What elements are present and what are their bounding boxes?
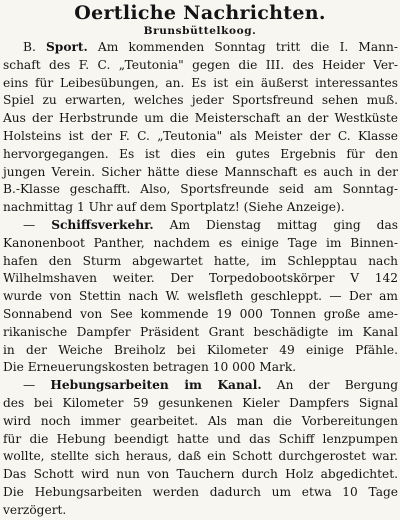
article-line [3,235,398,253]
line-text: B.-Klasse geschafft. Also, Sportsfreunde seid am Sonntag- [3,182,398,197]
line-text: An der Bergung [261,378,398,393]
line-text: hafen den Sturm abgewartet hatte, im Schlepptau nach [3,253,398,268]
article-line [3,181,398,199]
section-keyword: Schiffsverkehr. [51,217,154,232]
article-line [3,502,398,520]
article-line [3,164,398,182]
article-line [3,75,398,93]
line-text: Holsteins ist der F. C. „Teutonia" als Meister der C. Klasse [3,128,398,143]
line-text: rikanische Dampfer Präsident Grant beschädigte im Kanal [3,324,398,339]
section-keyword: Sport. [46,40,88,54]
article-line [3,110,398,128]
article-line [3,413,398,431]
article-line [3,395,398,413]
article-line [3,92,398,110]
line-text: in der Weiche Breiholz bei Kilometer 49 einige Pfähle. [3,342,398,357]
article-line [3,431,398,449]
line-text: Am kommenden Sonntag tritt die I. Mann- [87,40,398,54]
line-text: nachmittag 1 Uhr auf dem Sportplatz! (Siehe Anzeige). [3,200,345,215]
line-text: Kanonenboot Panther, nachdem es einige Tage im Binnen- [3,235,398,250]
article-line [3,199,398,217]
line-text: eins für Leibesübungen, an. Es ist ein äußerst interessantes [3,75,398,90]
article-line [3,57,398,75]
article-line [3,128,398,146]
section-heading: Oertliche Nachrichten. [74,2,326,24]
line-text: wollte, stellte sich heraus, daß ein Schott durchgerostet war. [3,449,398,464]
article-body [3,39,398,520]
article-line [3,270,398,288]
paragraph-lead: — [23,217,52,232]
article-line [3,217,398,235]
section-keyword: Hebungsarbeiten im Kanal. [50,378,262,393]
line-text: Die Erneuerungskosten betragen 10 000 Mark. [3,360,297,375]
line-text: Die Hebungsarbeiten werden dadurch um etwa 10 Tage [3,484,398,499]
paragraph-lead: B. [23,40,46,54]
line-text: wurde von Stettin nach W. welsfleth geschleppt. — Der am [3,289,398,304]
article-line [3,342,398,360]
line-text: schaft des F. C. „Teutonia" gegen die III. des Heider Ver- [3,57,398,72]
line-text: verzögert. [3,502,67,517]
line-text: jungen Verein. Sicher hätte diese Mannschaft es auch in der [3,164,398,179]
article-line [3,359,398,377]
article-line [3,448,398,466]
line-text: Wilhelmshaven weiter. Der Torpedobootskörper V 142 [3,271,398,286]
article-line [3,146,398,164]
place-heading: Brunsbüttelkoog. [143,25,257,37]
line-text: Sonnabend von See kommende 19 000 Tonnen große ame- [3,306,398,321]
article-line [3,288,398,306]
paragraph-lead: — [23,378,51,393]
line-text: Am Dienstag mittag ging das [153,217,399,232]
article-line [3,377,398,395]
line-text: Das Schott wird nun von Tauchern durch Holz abgedichtet. [3,467,398,482]
line-text: des bei Kilometer 59 gesunkenen Kieler Dampfers Signal [3,395,398,410]
line-text: Spiel zu erwarten, welches jeder Sportsfreund sehen muß. [3,93,398,108]
article-line [3,253,398,271]
article-line [3,466,398,484]
article-line [3,306,398,324]
line-text: hervorgegangen. Es ist dies ein gutes Ergebnis für den [3,146,398,161]
article-line [3,324,398,342]
line-text: wird noch immer gearbeitet. Als man die Vorbereitungen [3,413,398,428]
line-text: Aus der Herbstrunde um die Meisterschaft an der Westküste [3,111,398,126]
line-text: für die Hebung beendigt hatte und das Schiff lenzpumpen [3,431,398,446]
article-line [3,39,398,57]
